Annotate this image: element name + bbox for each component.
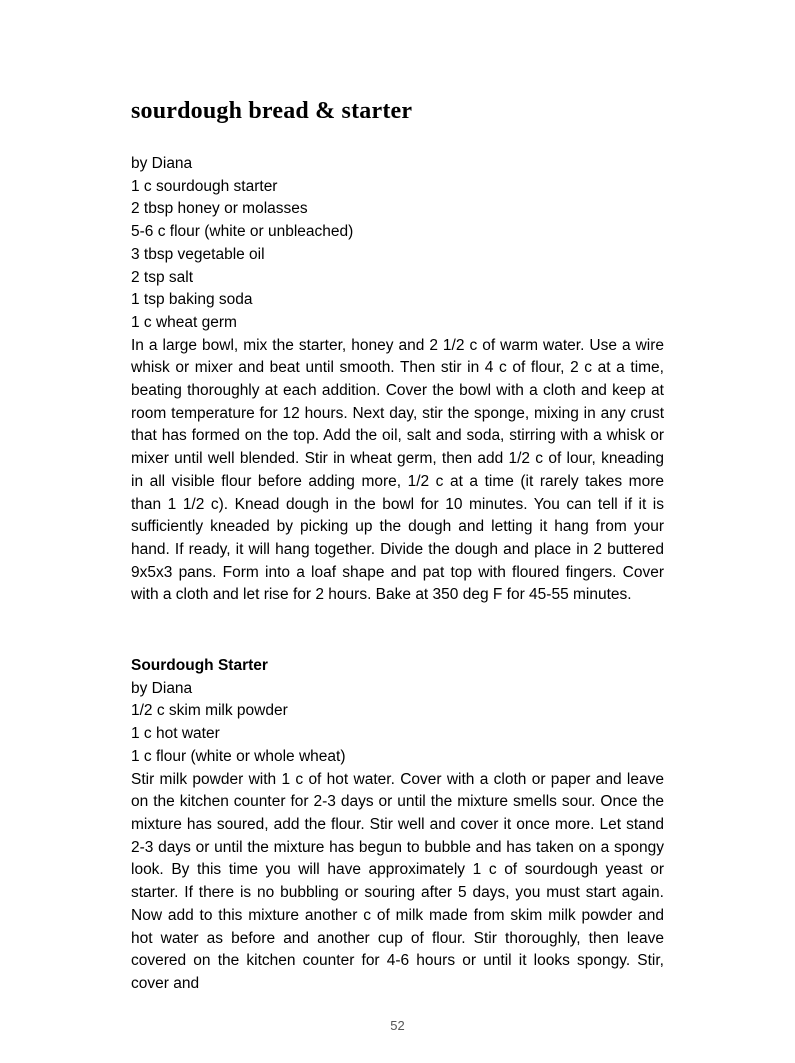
section-divider <box>131 607 664 655</box>
ingredient-item: 1 tsp baking soda <box>131 291 253 309</box>
ingredient-item: 2 tsp salt <box>131 268 194 286</box>
section-heading-starter: Sourdough Starter <box>131 657 268 675</box>
ingredient-item: 5-6 c flour (white or unbleached) <box>131 223 354 241</box>
ingredient-item: 3 tbsp vegetable oil <box>131 245 265 263</box>
ingredient-item: 1 c wheat germ <box>131 313 237 331</box>
ingredient-item: 1 c sourdough starter <box>131 177 278 195</box>
starter-instructions: Stir milk powder with 1 c of hot water. Cover with a cloth or paper and leave on the kitchen counter for 2-3 days or until the mixture smells sour. Once the mixture has soured, add the flour. Stir well and cover it once more. Let stand 2-3 days or until the mixture has begun to bubble and has taken on a spongy look. By this time you will have approximately 1 c of sourdough yeast or starter. If there is no bubbling or souring after 5 days, you must start again. Now add to this mixture another c of milk made from skim milk powder and hot water as before and another cup of flour. Stir thoroughly, then leave covered on the kitchen counter for 4-6 hours or until it looks spongy. Stir, cover and <box>131 770 664 992</box>
recipe-byline: by Diana <box>131 155 193 172</box>
ingredient-item: 1/2 c skim milk powder <box>131 702 288 720</box>
ingredient-item: 1 c flour (white or whole wheat) <box>131 747 346 765</box>
ingredient-item: 1 c hot water <box>131 725 220 743</box>
page-content <box>131 96 664 996</box>
page-number: 52 <box>390 1018 405 1033</box>
recipe-instructions: In a large bowl, mix the starter, honey and 2 1/2 c of warm water. Use a wire whisk or mixer and beat until smooth. Then stir in 4 c of flour, 2 c at a time, beating thoroughly at each addition. Cover the bowl with a cloth and keep at room temperature for 12 hours. Next day, stir the sponge, mixing in any crust that has formed on the top. Add the oil, salt and soda, stirring with a whisk or mixer until well blended. Stir in wheat germ, then add 1/2 c of lour, kneading in all visible flour before adding more, 1/2 c at a time (it rarely takes more than 1 1/2 c). Knead dough in the bowl for 10 minutes. You can tell if it is sufficiently kneaded by picking up the dough and letting it hang from your hand. If ready, it will hang together. Divide the dough and place in 2 buttered 9x5x3 pans. Form into a loaf shape and pat top with floured fingers. Cover with a cloth and let rise for 2 hours. Bake at 350 deg F for 45-55 minutes. <box>131 336 664 604</box>
ingredient-item: 2 tbsp honey or molasses <box>131 200 308 218</box>
starter-byline: by Diana <box>131 679 193 697</box>
page-title: sourdough bread & starter <box>131 98 413 124</box>
